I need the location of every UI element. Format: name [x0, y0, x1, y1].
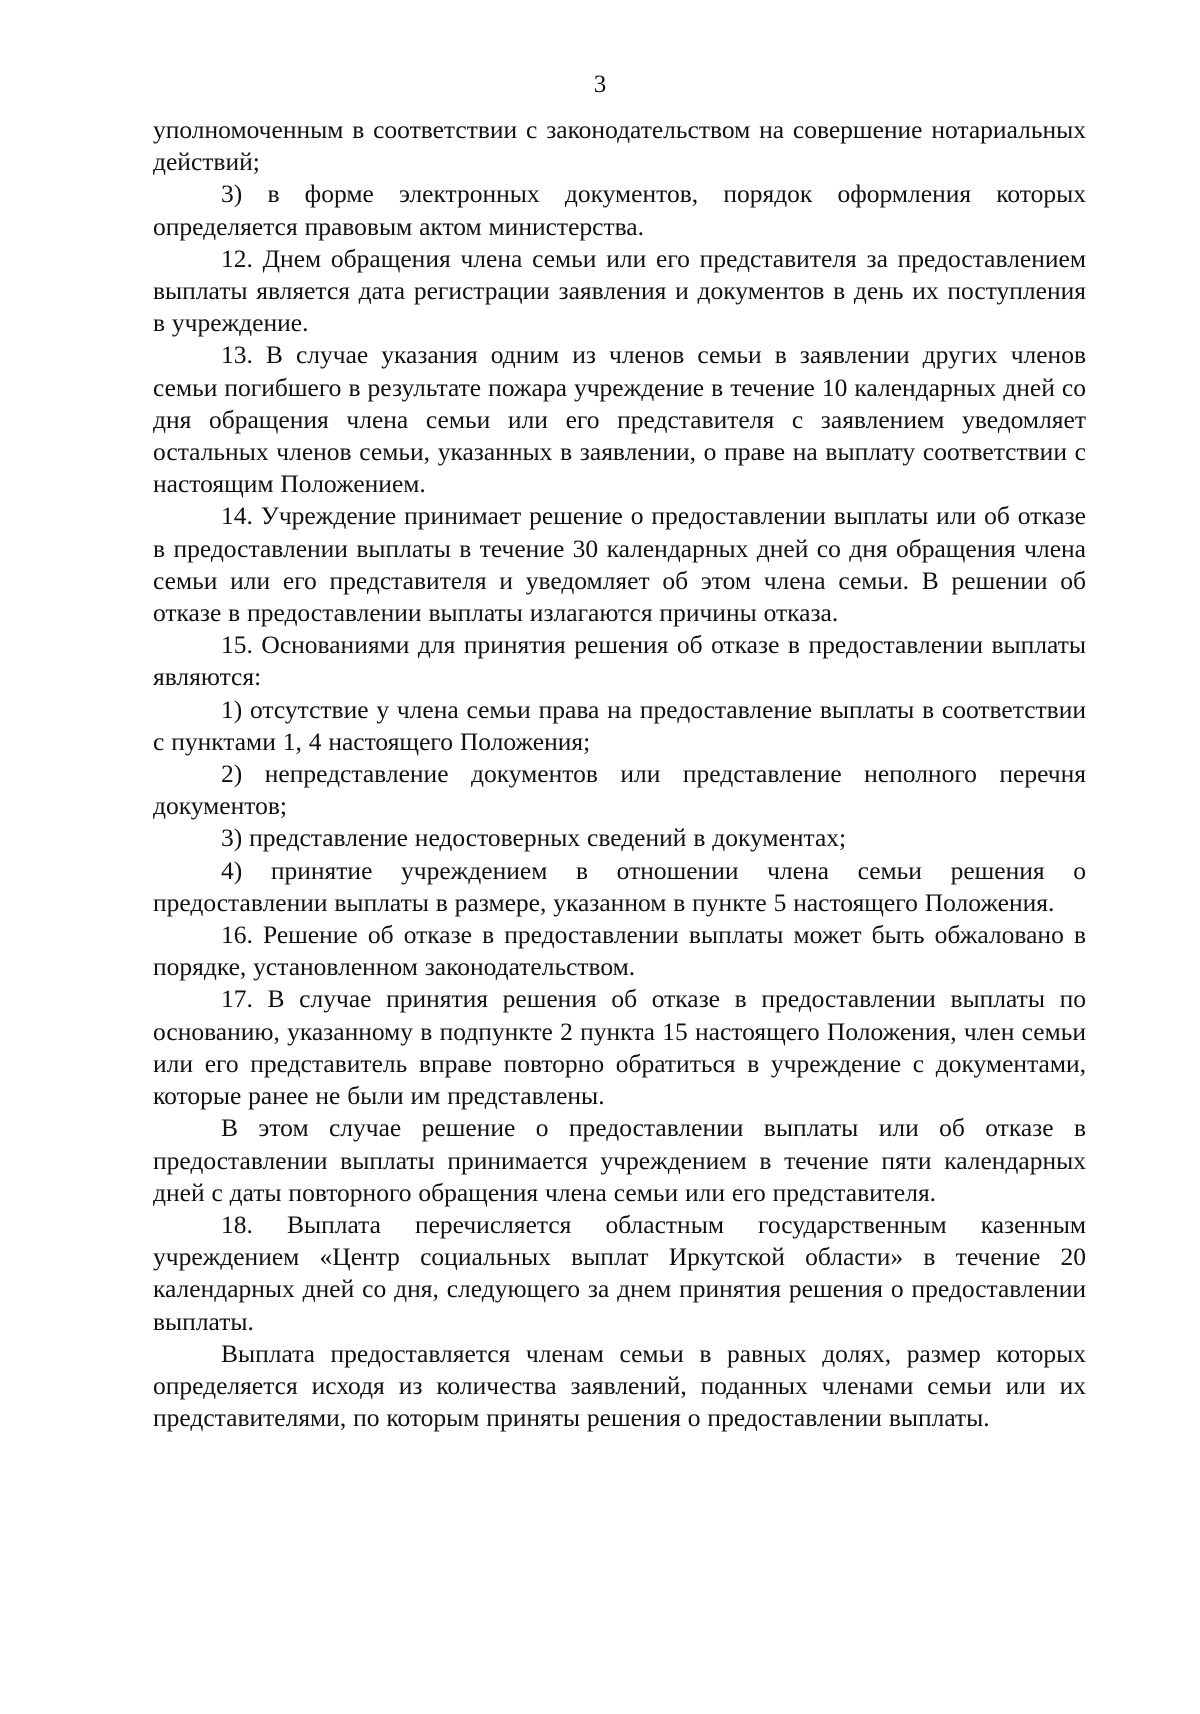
paragraph: 14. Учреждение принимает решение о предоставлении выплаты или об отказе в предоставлении выплаты в течение 30 календарных дней со дня обращения члена семьи или его представителя и уведомляет об этом члена семьи. В решении об отказе в предоставлении выплаты излагаются причины отказа. — [153, 501, 1086, 628]
paragraph: 1) отсутствие у члена семьи права на предоставление выплаты в соответствии с пунктами 1, 4 настоящего Положения; — [153, 694, 1086, 756]
paragraph: В этом случае решение о предоставлении выплаты или об отказе в предоставлении выплаты принимается учреждением в течение пяти календарных дней с даты повторного обращения члена семьи или его представителя. — [153, 1113, 1086, 1207]
page-number: 3 — [593, 71, 607, 98]
paragraph: 3) представление недостоверных сведений в документах; — [221, 823, 847, 853]
paragraph: Выплата предоставляется членам семьи в равных долях, размер которых определяется исходя из количества заявлений, поданных членами семьи или их представителями, по которым приняты решения о предоставлении выплаты. — [153, 1338, 1086, 1433]
paragraph: уполномоченным в соответствии с законодательством на совершение нотариальных действий; — [153, 115, 1086, 177]
paragraph: 17. В случае принятия решения об отказе в предоставлении выплаты по основанию, указанному в подпункте 2 пункта 15 настоящего Положения, член семьи или его представитель вправе повторно обратиться в учреждение с документами, которые ранее не были им представлены. — [153, 984, 1086, 1111]
paragraph: 4) принятие учреждением в отношении члена семьи решения о предоставлении выплаты в размере, указанном в пункте 5 настоящего Положения. — [153, 855, 1086, 917]
document-body — [153, 114, 1086, 1434]
paragraph: 12. Днем обращения члена семьи или его представителя за предоставлением выплаты является дата регистрации заявления и документов в день их поступления в учреждение. — [153, 243, 1086, 338]
paragraph: 18. Выплата перечисляется областным государственным казенным учреждением «Центр социальных выплат Иркутской области» в течение 20 календарных дней со дня, следующего за днем принятия решения о предоставлении выплаты. — [153, 1209, 1086, 1336]
paragraph: 16. Решение об отказе в предоставлении выплаты может быть обжаловано в порядке, установленном законодательством. — [153, 920, 1086, 982]
paragraph: 2) непредставление документов или представление неполного перечня документов; — [153, 759, 1086, 821]
paragraph: 15. Основаниями для принятия решения об отказе в предоставлении выплаты являются: — [153, 630, 1086, 692]
paragraph: 3) в форме электронных документов, порядок оформления которых определяется правовым актом министерства. — [153, 179, 1086, 241]
paragraph: 13. В случае указания одним из членов семьи в заявлении других членов семьи погибшего в результате пожара учреждение в течение 10 календарных дней со дня обращения члена семьи или его представителя с заявлением уведомляет остальных членов семьи, указанных в заявлении, о праве на выплату соответствии с настоящим Положением. — [153, 340, 1086, 499]
